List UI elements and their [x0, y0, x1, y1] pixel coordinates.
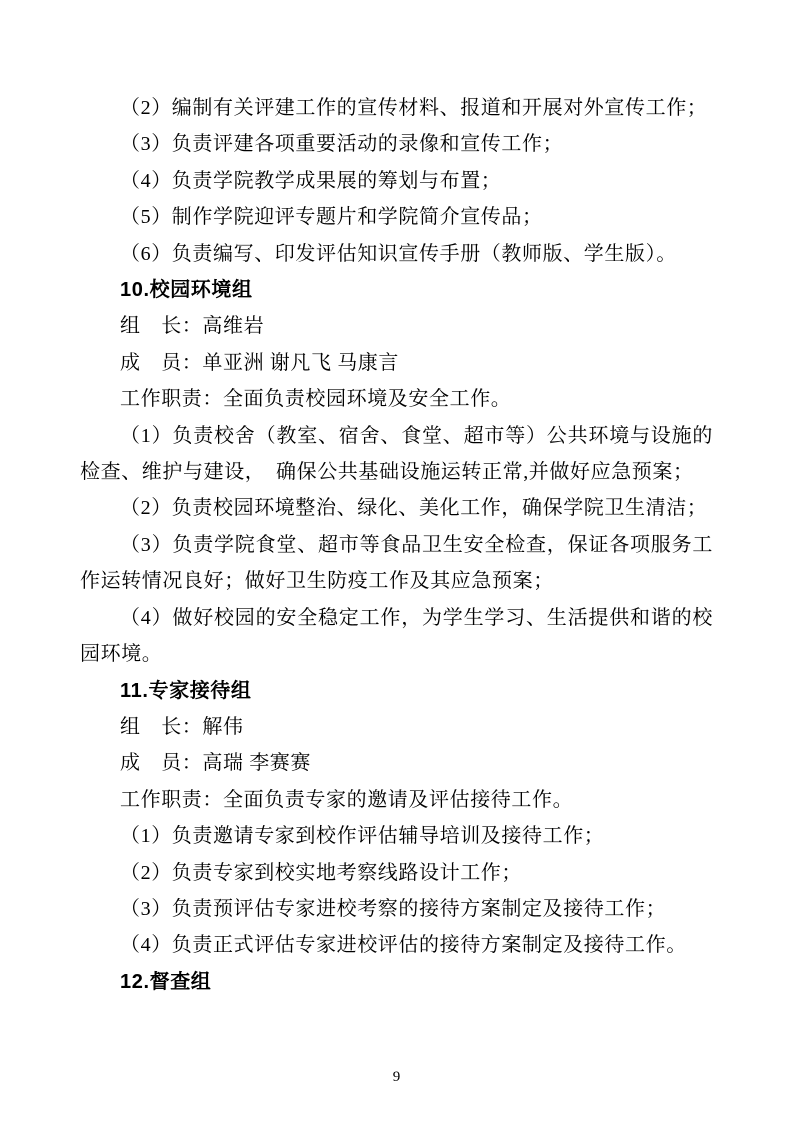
document-content [80, 90, 713, 1000]
section-heading: 11.专家接待组 [120, 679, 252, 702]
paragraph: （6）负责编写、印发评估知识宣传手册（教师版、学生版）。 [120, 242, 677, 265]
paragraph: 工作职责：全面负责专家的邀请及评估接待工作。 [120, 788, 574, 811]
paragraph: （3）负责学院食堂、超市等食品卫生安全检查，保证各项服务工作运转情况良好；做好卫生防疫工作及其应急预案； [80, 533, 713, 593]
paragraph: （1）负责校舍（教室、宿舍、食堂、超市等）公共环境与设施的检查、维护与建设， 确保公共基础设施运转正常,并做好应急预案； [80, 424, 713, 484]
paragraph: （2）编制有关评建工作的宣传材料、报道和开展对外宣传工作； [120, 97, 708, 119]
paragraph: （5）制作学院迎评专题片和学院简介宣传品； [120, 206, 543, 229]
section-heading: 10.校园环境组 [120, 279, 253, 302]
paragraph: （2）负责校园环境整治、绿化、美化工作，确保学院卫生清洁； [120, 497, 708, 520]
paragraph: 成 员：高瑞 李赛赛 [120, 752, 311, 775]
paragraph: （1）负责邀请专家到校作评估辅导培训及接待工作； [120, 825, 605, 848]
paragraph: （3）负责预评估专家进校考察的接待方案制定及接待工作； [120, 897, 667, 920]
section-heading: 12.督查组 [120, 970, 212, 993]
paragraph: （3）负责评建各项重要活动的录像和宣传工作； [120, 133, 564, 156]
paragraph: 组 长：解伟 [120, 715, 244, 738]
paragraph: 工作职责：全面负责校园环境及安全工作。 [120, 388, 512, 411]
paragraph: 成 员：单亚洲 谢凡飞 马康言 [120, 351, 399, 374]
paragraph: 组 长：高维岩 [120, 315, 265, 338]
paragraph: （2）负责专家到校实地考察线路设计工作； [120, 861, 522, 884]
paragraph: （4）负责学院教学成果展的筹划与布置； [120, 169, 502, 192]
paragraph: （4）负责正式评估专家进校评估的接待方案制定及接待工作。 [120, 934, 687, 957]
paragraph: （4）做好校园的安全稳定工作，为学生学习、生活提供和谐的校园环境。 [80, 606, 713, 666]
page-number: 9 [392, 1069, 401, 1085]
